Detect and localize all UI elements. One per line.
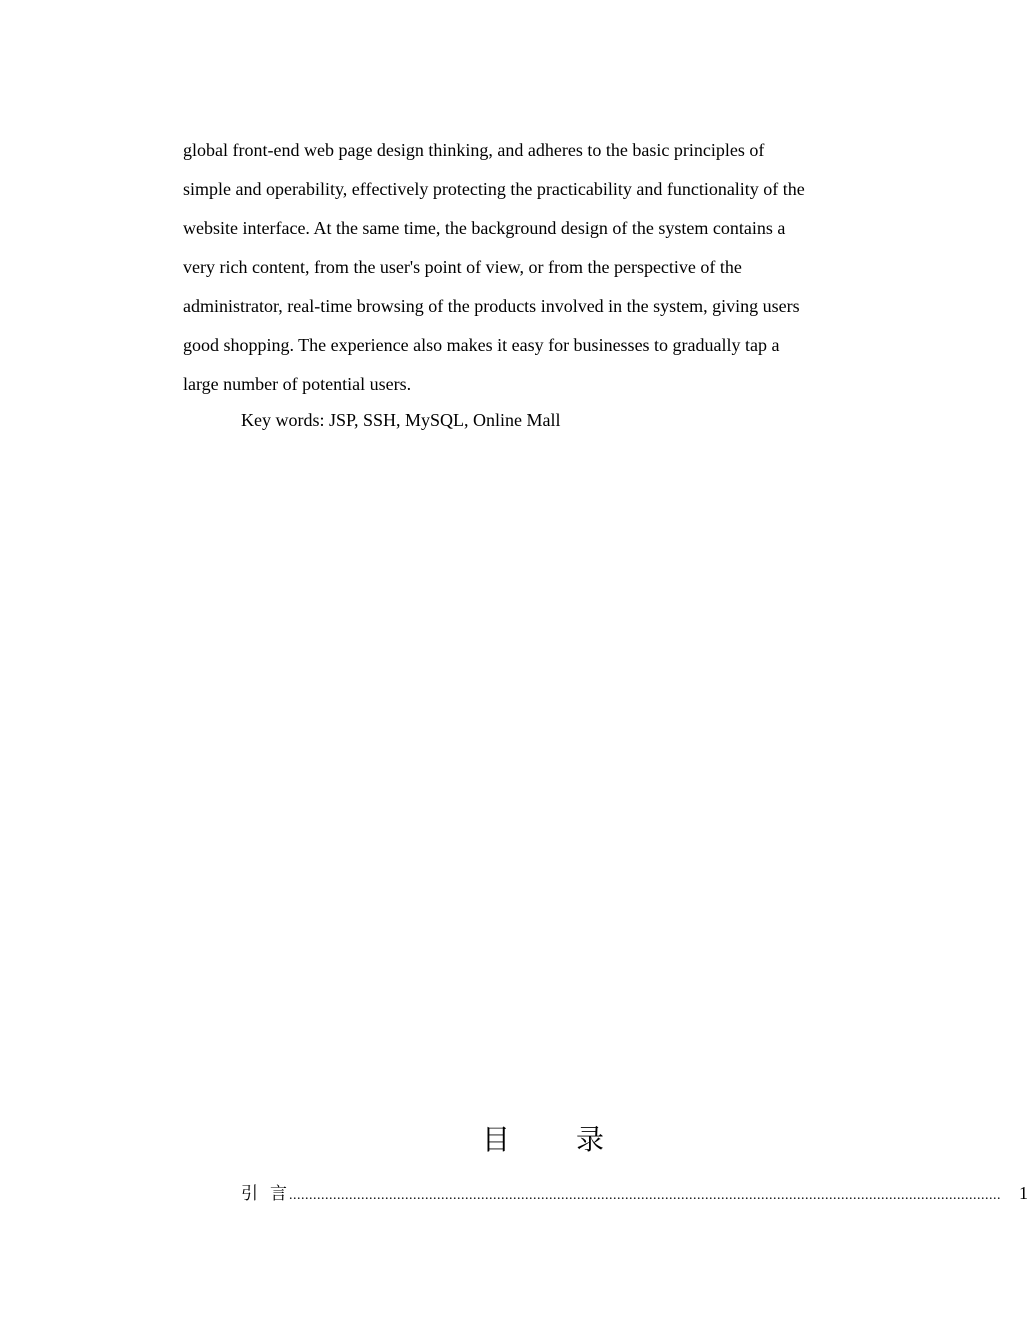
abstract-line-4: very rich content, from the user's point of view, or from the perspective of the xyxy=(183,257,742,277)
toc-entry-page-number: 1 xyxy=(1019,1183,1028,1203)
toc-heading-char-2: 录 xyxy=(576,1123,605,1156)
abstract-line-5: administrator, real-time browsing of the products involved in the system, giving users xyxy=(183,296,800,316)
abstract-keywords: Key words: JSP, SSH, MySQL, Online Mall xyxy=(241,410,561,430)
abstract-line-1: global front-end web page design thinking, and adheres to the basic principles of xyxy=(183,140,765,160)
toc-entry-leader: .................................................................................................................................................................................. xyxy=(289,1188,1001,1203)
abstract-line-7: large number of potential users. xyxy=(183,374,412,394)
toc-heading-char-1: 目 xyxy=(482,1123,511,1156)
toc-entry-title: 引言 xyxy=(241,1184,299,1204)
abstract-line-6: good shopping. The experience also makes it easy for businesses to gradually tap a xyxy=(183,335,780,355)
abstract-line-2: simple and operability, effectively protecting the practicability and functionality of the xyxy=(183,179,805,199)
toc-heading xyxy=(482,1118,604,1162)
abstract-line-3: website interface. At the same time, the background design of the system contains a xyxy=(183,218,786,238)
toc-entry-introduction[interactable] xyxy=(241,1178,1028,1208)
abstract-body xyxy=(183,131,863,404)
